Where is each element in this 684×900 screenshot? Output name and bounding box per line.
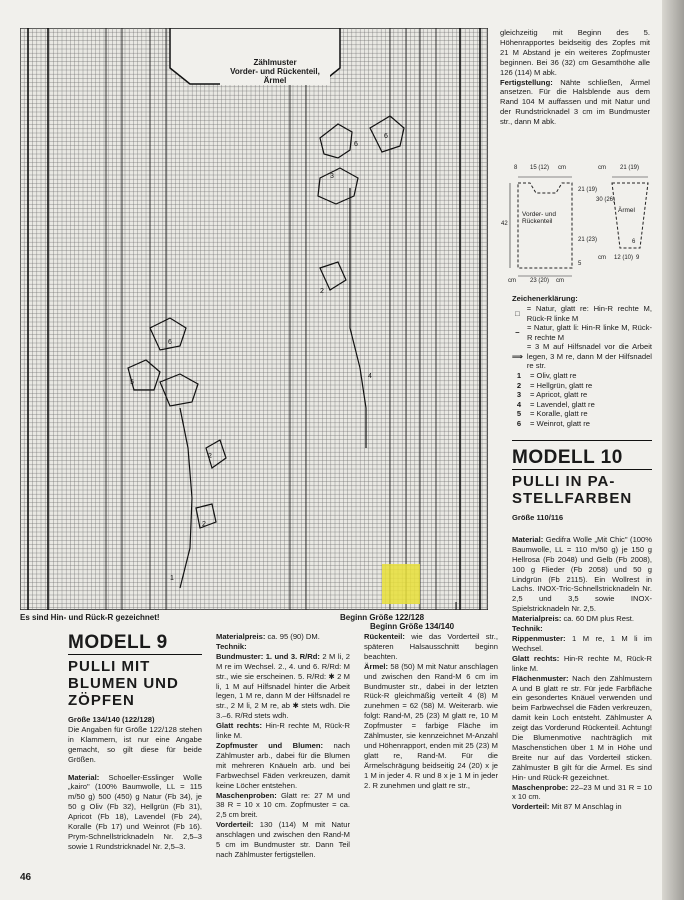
legend-text: = Weinrot, glatt re xyxy=(530,419,591,429)
label: Vorderteil: xyxy=(512,802,550,812)
legend-symbol: 2 xyxy=(516,380,522,390)
modell-9-column-1 xyxy=(68,632,202,872)
legend-item xyxy=(512,323,652,342)
label: Glatt rechts: xyxy=(512,653,560,663)
flower-number: 3 xyxy=(330,173,334,180)
divider xyxy=(512,440,652,441)
schema-label: cm xyxy=(598,255,606,261)
paragraph: 130 (114) M mit Natur anschlagen und zwischen den Rand-M 5 cm im Bundmuster str. Dann Teil nach Zählmuster fertigstellen. xyxy=(216,820,350,859)
subtitle-line: ZÖPFEN xyxy=(68,692,135,709)
paragraph: Schoeller-Esslinger Wolle „kairo" (100% Baumwolle, LL = 115 m/50 g) 500 (450) g Natur (Fb 34), je 50 g Oliv (Fb 32), Hellgrün (Fb 31), Apricot (Fb 18), Lavendel (Fb 24), Koralle (Fb 17) und Weinrot (Fb 16). Prym-Schnellstricknadeln Nr. 2,5–3 sowie 1 Rundstricknadel Nr. 2,5–3. xyxy=(68,772,202,851)
size-marker-122: Beginn Größe 122/128 xyxy=(340,613,425,622)
paragraph: Gedifra Wolle „Mit Chic" (100% Baumwolle, LL = 110 m/50 g) je 150 g Hellrosa (Fb 2048) und Gelb (Fb 2008), 100 g Flieder (Fb 2058) und 50 g Lindgrün (Fb 2115). Ein Wollrest in Lachs. INOX-Tric-Schnellstricknadeln Nr. 2,5 und 3,5 sowie INOX-Spielstricknadeln Nr. 2,5. xyxy=(512,534,652,614)
legend-text: = Apricot, glatt re xyxy=(530,390,588,400)
paragraph: ca. 95 (90) DM. xyxy=(265,632,320,641)
label: Fertigstellung: xyxy=(500,77,553,87)
flower-number: 1 xyxy=(170,575,174,582)
schema-label: 6 xyxy=(632,239,636,245)
label: Zopfmuster und Blumen: xyxy=(216,740,324,750)
flower-number: 6 xyxy=(384,133,388,140)
schema-label: 42 xyxy=(501,221,508,227)
paragraph: Nähte schließen, Ärmel ansetzen. Für die Halsblende aus dem Rand 104 M auffassen und mit Natur und der Rundstricknadel 3 cm im Bundmuster str., dann M abk. xyxy=(500,77,650,127)
legend xyxy=(512,294,652,434)
legend-text: = Natur, glatt re: Hin-R rechte M, Rück-R linke M xyxy=(526,303,652,323)
legend-symbol: ⟹ xyxy=(512,351,523,361)
schema-label: 12 (10) xyxy=(614,255,634,261)
flower-number: 5 xyxy=(130,379,134,386)
schema-drawing xyxy=(500,163,650,293)
chart-title-line: Vorder- und Rückenteil, xyxy=(230,67,320,76)
right-top-text xyxy=(500,28,650,168)
legend-text: = Natur, glatt li: Hin-R linke M, Rück-R rechte M xyxy=(526,323,652,342)
legend-symbol: 4 xyxy=(516,399,522,409)
paragraph: 1 M re, 1 M li im Wechsel. xyxy=(512,633,652,653)
label: Rückenteil: xyxy=(364,632,405,641)
flower-number: 6 xyxy=(354,141,358,148)
legend-text: = Lavendel, glatt re xyxy=(530,399,595,409)
flower-number: 2 xyxy=(202,521,206,528)
schema-label: cm xyxy=(598,165,606,171)
modell-9-heading: MODELL 9 xyxy=(68,632,168,653)
legend-text: = Hellgrün, glatt re xyxy=(530,380,593,390)
schema-label: 5 xyxy=(578,261,582,267)
paragraph: Hin-R rechte M, Rück-R linke M. xyxy=(512,653,652,673)
chart-title-line: Ärmel xyxy=(263,76,287,85)
label: Ärmel: xyxy=(364,661,389,671)
paragraph: Hin-R rechte M, Rück-R linke M. xyxy=(216,721,350,741)
label: Vorderteil: xyxy=(216,820,254,830)
legend-item xyxy=(512,381,652,391)
label: Technik: xyxy=(512,624,543,634)
paragraph: nach Zählmuster arb., dabei für die Blumen mit mehreren Knäueln arb. und bei Farbwechsel Fäden verkreuzen, damit keine Löcher entstehen. xyxy=(216,740,350,790)
chart-note: Es sind Hin- und Rück-R gezeichnet! xyxy=(20,613,160,622)
flower-number: 4 xyxy=(368,373,372,380)
paragraph: gleichzeitig mit Beginn des 5. Höhenrapportes beidseitig des Zopfes mit 21 M Abstand je ein weiteres Zopfmuster beginnen. Bei 36 (32) cm Gesamthöhe alle 126 (114) M abk. xyxy=(500,28,650,77)
modell-10-heading: MODELL 10 xyxy=(512,447,623,468)
schema-front-label: Vorder- und Rückenteil xyxy=(522,211,556,225)
legend-symbol: − xyxy=(515,327,520,337)
paragraph: 2 M li, 2 M re im Wechsel. 2., 4. und 6. R/Rd: M str., wie sie erscheinen. 5. R/Rd: ✱ 2 M li, 1 M auf Hilfsnadel hinter die Arbeit legen, 1 M re, dann M der Hilfsnadel re str., 2 M li, 2 M re, ab ✱ stets wdh. Die 3.–6. R/Rd stets wdh. xyxy=(216,651,350,721)
label: Bundmuster: 1. und 3. R/Rd: xyxy=(216,651,320,661)
chart-grid xyxy=(20,28,488,610)
schema-label: 9 xyxy=(636,255,640,261)
page-edge-shadow xyxy=(662,0,684,900)
schema-label: 23 (20) xyxy=(530,278,550,284)
label: Materialpreis: xyxy=(216,632,266,641)
schema-label: 30 (26) xyxy=(596,197,616,203)
legend-text: = 3 M auf Hilfsnadel vor die Arbeit legen, 3 M re, dann M der Hilfsnadel re str. xyxy=(526,342,652,371)
legend-symbol: 3 xyxy=(516,390,522,400)
size-marker-134: Beginn Größe 134/140 xyxy=(370,622,455,631)
legend-symbol: 6 xyxy=(516,419,522,429)
paragraph: 58 (50) M mit Natur anschlagen und zwischen den Rand-M 6 cm im Bundmuster str., dabei in der letzten Rück-R gleichmäßig verteilt 4 (8) M zunehmen = 62 (58) M. Weiterarb. wie folgt: Rand-M, 25 (23) M glatt re, 10 M Zopfmuster = farbige Fläche im Zählmuster, sie kennzeichnet M-Anzahl und Höhenrapport, enden mit 25 (23) M glatt re, Rand-M. Für die Ärmelschrägung beidseitig 24 (20) x je 1 M in jeder 4. R und 8 x je 1 M in jeder 2. R zunehmen und glatt re str., xyxy=(364,661,498,790)
paragraph: wie das Vorderteil str., späteren Halsausschnitt beginn beachten. xyxy=(364,632,498,661)
legend-text: = Koralle, glatt re xyxy=(530,409,588,419)
paragraph: Die Angaben für Größe 122/128 stehen in Klammern, ist nur eine Angabe gemacht, so gilt diese für beide Größen. xyxy=(68,724,202,764)
label: Maschenprobe: xyxy=(512,782,569,792)
chart-background xyxy=(20,28,488,610)
modell-9-subtitle xyxy=(68,654,202,709)
paragraph: Glatt re: 27 M und 38 R = 10 x 10 cm. Zopfmuster = ca. 2,5 cm breit. xyxy=(216,790,350,820)
modell-10-subtitle xyxy=(512,469,652,507)
schema-label: 8 xyxy=(514,165,518,171)
size-label: Größe 110/116 xyxy=(512,513,564,522)
sleeve-highlight xyxy=(382,564,420,604)
label: Flächenmuster: xyxy=(512,673,569,683)
schema-label: 21 (23) xyxy=(578,237,598,243)
legend-symbol: 5 xyxy=(516,409,522,419)
flower-number: 2 xyxy=(208,453,212,460)
modell-9-column-3 xyxy=(364,632,498,872)
label: Technik: xyxy=(216,641,247,651)
legend-item xyxy=(512,390,652,400)
schema-label: 21 (19) xyxy=(578,187,598,193)
legend-item xyxy=(512,419,652,429)
legend-item xyxy=(512,304,652,323)
schema-sleeve-label: Ärmel xyxy=(618,207,635,214)
label: Materialpreis: xyxy=(512,614,562,624)
knitting-chart xyxy=(20,28,488,610)
legend-title: Zeichenerklärung: xyxy=(512,294,578,303)
schema-label: cm xyxy=(558,165,566,171)
label: Rippenmuster: xyxy=(512,633,566,643)
label: Material: xyxy=(68,772,100,782)
legend-item xyxy=(512,342,652,371)
chart-title xyxy=(220,58,330,85)
label: Maschenproben: xyxy=(216,790,277,800)
subtitle-line: PULLI IN PA- xyxy=(512,473,616,490)
schema-label: 21 (19) xyxy=(620,165,640,171)
paragraph: Nach den Zählmustern A und B glatt re str. Für jede Farbfläche ein gesondertes Knäuel verwenden und beim Farbwechsel die Fäden verkreuzen, damit kein Loch entsteht. Zählmuster A zeigt das Vorderund Rückenteil. Achtung! Die Blumenmotive nachträglich mit Maschenstichen über 1 M in Höhe und Breite nur auf das Vorderteil sticken. Zählmuster B gilt für die Ärmel. Es sind Hin- und Rück-R gezeichnet. xyxy=(512,673,652,782)
schema-label: 15 (12) xyxy=(530,165,550,171)
legend-item xyxy=(512,400,652,410)
paragraph: ca. 60 DM plus Rest. xyxy=(561,614,634,624)
legend-item xyxy=(512,371,652,381)
subtitle-line: PULLI MIT xyxy=(68,658,151,675)
legend-items xyxy=(512,304,652,429)
legend-symbol: □ xyxy=(515,308,520,318)
flower-number: 2 xyxy=(320,288,324,295)
size-label: Größe 134/140 (122/128) xyxy=(68,715,155,724)
schema-label: cm xyxy=(508,278,516,284)
paragraph: Mit 87 M Anschlag in xyxy=(549,802,622,812)
legend-item xyxy=(512,409,652,419)
flower-number: 6 xyxy=(168,339,172,346)
legend-text: = Oliv, glatt re xyxy=(530,371,577,381)
chart-title-line: Zählmuster xyxy=(253,58,297,67)
size-schema xyxy=(500,163,650,293)
page-number: 46 xyxy=(20,872,32,883)
label: Glatt rechts: xyxy=(216,721,263,731)
modell-10-column xyxy=(512,440,652,870)
legend-symbol: 1 xyxy=(516,371,522,381)
subtitle-line: BLUMEN UND xyxy=(68,675,179,692)
modell-9-column-2 xyxy=(216,632,350,872)
label: Material: xyxy=(512,534,544,544)
subtitle-line: STELLFARBEN xyxy=(512,490,633,507)
paragraph: 22–23 M und 31 R = 10 x 10 cm. xyxy=(512,782,652,802)
schema-label: cm xyxy=(556,278,564,284)
